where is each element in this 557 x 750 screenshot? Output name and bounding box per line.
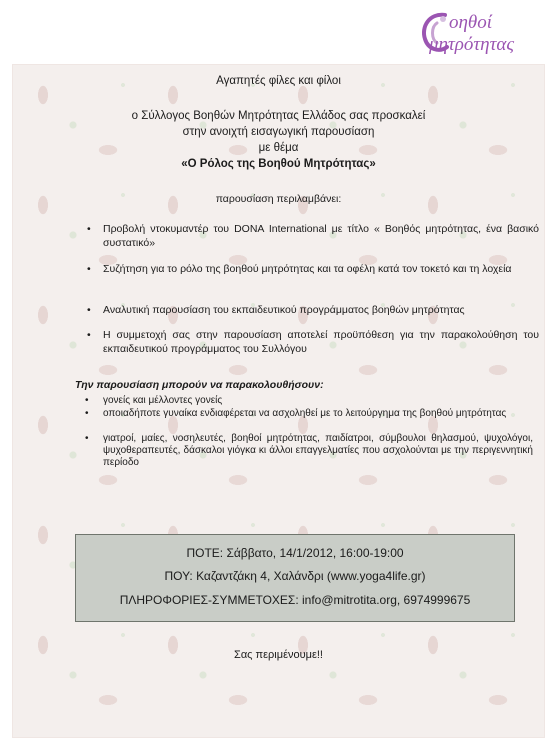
invitation-page <box>13 65 544 737</box>
event-when: ΠΟΤΕ: Σάββατο, 14/1/2012, 16:00-19:00 <box>186 546 404 560</box>
includes-heading: παρουσίαση περιλαμβάνει: <box>215 193 342 205</box>
list-item <box>75 433 533 471</box>
include-item-2: Συζήτηση για το ρόλο της βοηθού μητρότητας και τα οφέλη κατά τον τοκετό και τη λοχεία <box>103 263 512 275</box>
audience-heading: Την παρουσίαση μπορούν να παρακολουθήσουν: <box>75 379 324 391</box>
include-item-3: Αναλυτική παρουσίαση του εκπαιδευτικού προγράμματος βοηθών μητρότητας <box>103 304 465 316</box>
topic-title: «Ο Ρόλος της Βοηθού Μητρότητας» <box>181 158 376 170</box>
event-contact: ΠΛΗΡΟΦΟΡΙΕΣ-ΣΥΜΜΕΤΟΧΕΣ: info@mitrotita.org, 6974999675 <box>119 593 471 607</box>
audience-item-3: γιατροί, μαίες, νοσηλευτές, βοηθοί μητρότητας, παιδίατροι, σύμβουλοι θηλασμού, ψυχολόγοι, ψυχοθεραπευτές, δάσκαλοι γιόγκα κι άλλοι επαγγελματίες που ασχολούνται με την περιγεννητική περίοδο <box>103 433 533 468</box>
audience-item-1: γονείς και μέλλοντες γονείς <box>103 395 223 406</box>
list-item <box>75 408 533 432</box>
include-item-4: Η συμμετοχή σας στην παρουσίαση αποτελεί προϋπόθεση για την παρακολούθηση του εκπαιδευτικού προγράμματος του Συλλόγου <box>103 329 539 355</box>
list-item <box>87 303 539 319</box>
logo <box>415 6 535 62</box>
event-where: ΠΟΥ: Καζαντζάκη 4, Χαλάνδρι (www.yoga4life.gr) <box>164 569 426 583</box>
greeting: Αγαπητές φίλες και φίλοι <box>216 75 341 87</box>
bullet: • <box>87 329 91 341</box>
bullet: • <box>85 395 89 406</box>
bullet: • <box>87 304 91 316</box>
closing-text: Σας περιμένουμε!! <box>234 649 323 661</box>
audience-item-2: οποιαδήποτε γυναίκα ενδιαφέρεται να ασχοληθεί με το λειτούργημα της βοηθού μητρότητας <box>103 408 507 419</box>
list-item <box>87 262 539 292</box>
list-item <box>87 328 539 358</box>
logo-text-line2: μητρότητας <box>429 34 515 55</box>
intro-line2: στην ανοιχτή εισαγωγική παρουσίαση <box>182 126 375 138</box>
include-item-1: Προβολή ντοκυμαντέρ του DONA International με τίτλο « Βοηθός μητρότητας, ένα βασικό συστατικό» <box>103 223 539 249</box>
list-item <box>87 222 539 252</box>
intro-line3: με θέμα <box>258 142 299 154</box>
bullet: • <box>87 263 91 275</box>
bullet: • <box>87 223 91 235</box>
list-item <box>75 395 533 407</box>
intro-line1: ο Σύλλογος Βοηθών Μητρότητας Ελλάδος σας προσκαλεί <box>131 110 426 122</box>
logo-text-line1: οηθοί <box>449 12 493 33</box>
bullet: • <box>85 408 89 419</box>
event-info-box <box>75 534 515 622</box>
bullet: • <box>85 433 89 444</box>
